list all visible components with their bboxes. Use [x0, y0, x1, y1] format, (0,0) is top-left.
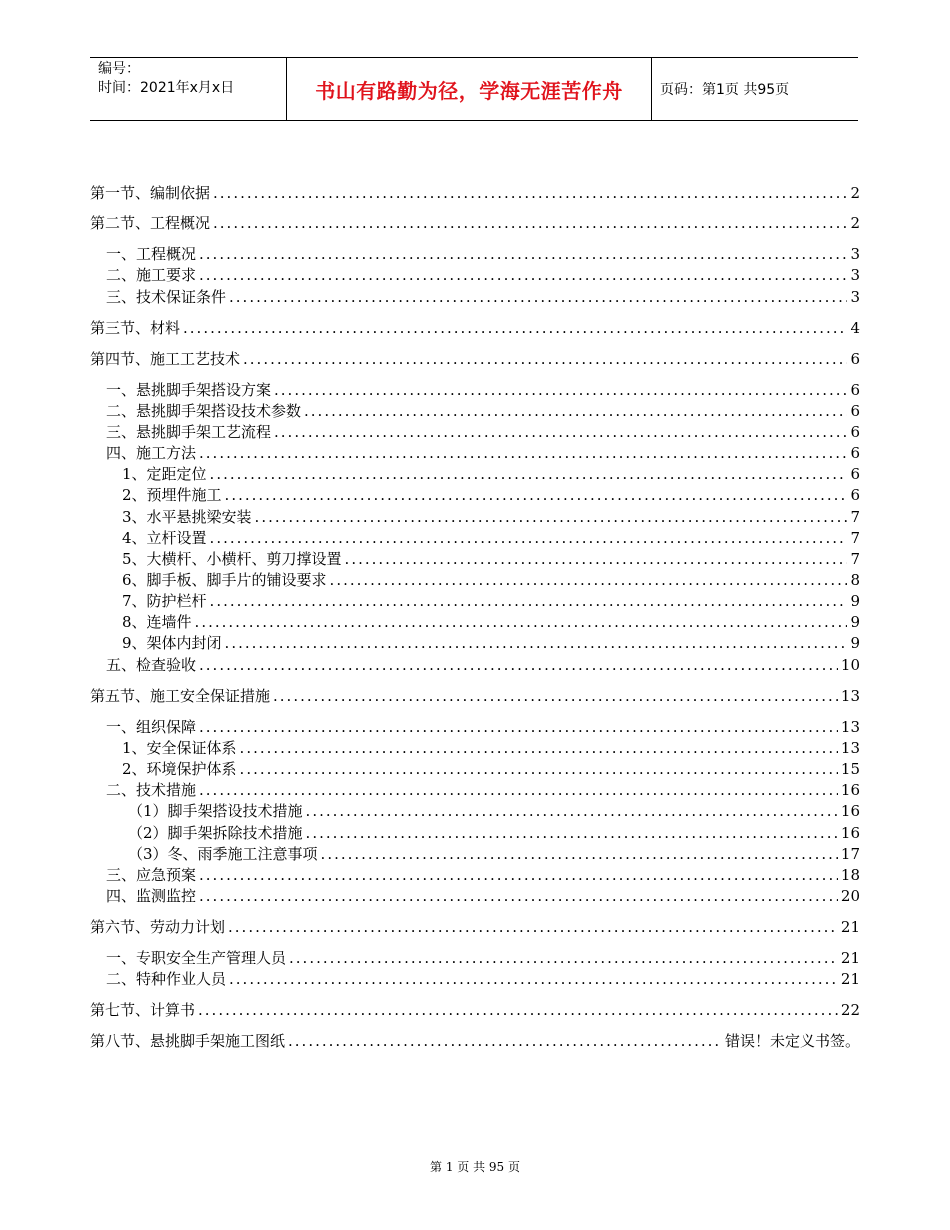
header-page-info: 页码：第1页 共95页: [660, 82, 790, 98]
toc-entry-page: 7: [850, 529, 860, 547]
toc-dot-leader: [199, 266, 847, 284]
toc-entry-page: 3: [850, 288, 860, 306]
toc-entry-page: 6: [850, 465, 860, 483]
toc-entry-title: 二、特种作业人员: [106, 970, 227, 988]
toc-entry-title: 7、防护栏杆: [122, 592, 207, 610]
header-motto: 书山有路勤为径，学海无涯苦作舟: [286, 58, 652, 120]
toc-entry[interactable]: [90, 527, 860, 548]
toc-dot-leader: [199, 444, 847, 462]
toc-entry-page: 2: [850, 214, 860, 232]
toc-entry[interactable]: [90, 758, 860, 779]
toc-entry[interactable]: [90, 286, 860, 307]
toc-dot-leader: [199, 887, 838, 905]
toc-entry-page: 16: [840, 824, 860, 842]
toc-entry-page: 22: [840, 1001, 860, 1019]
toc-entry[interactable]: [90, 590, 860, 611]
toc-dot-leader: [199, 656, 838, 674]
toc-entry-title: 1、安全保证体系: [122, 739, 237, 757]
toc-entry-page: 17: [840, 845, 860, 863]
toc-entry[interactable]: [90, 400, 860, 421]
toc-entry-title: 一、工程概况: [106, 245, 197, 263]
page-footer: 第 1 页 共 95 页: [430, 1160, 520, 1174]
toc-entry-page: 7: [850, 550, 860, 568]
toc-entry-page: 6: [850, 444, 860, 462]
toc-entry-title: 8、连墙件: [122, 613, 192, 631]
number-label: 编号：: [98, 61, 140, 77]
toc-entry-page: 4: [850, 319, 860, 337]
toc-dot-leader: [228, 918, 838, 936]
toc-entry-title: 2、预埋件施工: [122, 486, 222, 504]
toc-entry-page: 16: [840, 802, 860, 820]
toc-dot-leader: [213, 214, 847, 232]
toc-entry[interactable]: [90, 182, 860, 203]
toc-entry[interactable]: [90, 243, 860, 264]
toc-entry[interactable]: [90, 968, 860, 989]
toc-dot-leader: [274, 423, 847, 441]
toc-dot-leader: [289, 949, 838, 967]
toc-entry-title: （1）脚手架搭设技术措施: [128, 802, 303, 820]
toc-entry[interactable]: [90, 864, 860, 885]
toc-entry-title: （2）脚手架拆除技术措施: [128, 824, 303, 842]
toc-entry[interactable]: [90, 654, 860, 675]
toc-entry-title: 9、架体内封闭: [122, 634, 222, 652]
toc-dot-leader: [210, 529, 848, 547]
toc-entry-title: 1、定距定位: [122, 465, 207, 483]
toc-dot-leader: [183, 319, 847, 337]
toc-entry-page: 15: [840, 760, 860, 778]
toc-entry-page: 3: [850, 245, 860, 263]
toc-entry-title: 四、监测监控: [106, 887, 197, 905]
toc-entry-title: 一、悬挑脚手架搭设方案: [106, 381, 272, 399]
toc-entry-title: 三、悬挑脚手架工艺流程: [106, 423, 272, 441]
toc-entry-title: 二、施工要求: [106, 266, 197, 284]
toc-entry-title: 第五节、施工安全保证措施: [90, 687, 271, 705]
toc-entry[interactable]: [90, 947, 860, 968]
toc-dot-leader: [330, 571, 848, 589]
toc-entry-page: 6: [850, 486, 860, 504]
toc-entry-title: 6、脚手板、脚手片的铺设要求: [122, 571, 327, 589]
toc-entry[interactable]: [90, 999, 860, 1020]
toc-entry-title: 二、悬挑脚手架搭设技术参数: [106, 402, 302, 420]
toc-entry[interactable]: [90, 569, 860, 590]
toc-entry[interactable]: [90, 264, 860, 285]
document-header: [90, 57, 858, 121]
toc-entry-title: 第三节、材料: [90, 319, 181, 337]
toc-entry-page: 9: [850, 592, 860, 610]
toc-entry-page: 18: [840, 866, 860, 884]
toc-dot-leader: [199, 718, 838, 736]
toc-entry-page: 8: [850, 571, 860, 589]
toc-dot-leader: [199, 245, 847, 263]
toc-entry-page: 10: [840, 656, 860, 674]
toc-dot-leader: [229, 970, 838, 988]
toc-entry[interactable]: [90, 506, 860, 527]
time-label: 时间：2021年x月x日: [98, 80, 235, 96]
toc-dot-leader: [210, 592, 848, 610]
toc-entry-title: 第七节、计算书: [90, 1001, 196, 1019]
toc-entry[interactable]: [90, 685, 860, 706]
toc-entry-title: 一、专职安全生产管理人员: [106, 949, 287, 967]
toc-dot-leader: [199, 866, 838, 884]
toc-dot-leader: [255, 508, 848, 526]
toc-dot-leader: [306, 802, 838, 820]
toc-entry-title: 3、水平悬挑梁安装: [122, 508, 252, 526]
toc-entry[interactable]: [90, 379, 860, 400]
toc-entry-page: 13: [840, 687, 860, 705]
toc-dot-leader: [199, 781, 838, 799]
toc-dot-leader: [288, 1032, 722, 1050]
toc-entry-page: 13: [840, 739, 860, 757]
toc-dot-leader: [213, 184, 847, 202]
toc-entry-page: 7: [850, 508, 860, 526]
toc-dot-leader: [273, 687, 838, 705]
toc-entry-title: 第六节、劳动力计划: [90, 918, 226, 936]
toc-dot-leader: [240, 760, 838, 778]
toc-entry[interactable]: [90, 1030, 860, 1051]
toc-entry[interactable]: [90, 421, 860, 442]
toc-dot-leader: [345, 550, 848, 568]
toc-entry-page: 21: [840, 949, 860, 967]
toc-entry-page: 2: [850, 184, 860, 202]
toc-entry[interactable]: [90, 779, 860, 800]
toc-entry[interactable]: [90, 463, 860, 484]
toc-entry[interactable]: [90, 317, 860, 338]
toc-entry-page: 3: [850, 266, 860, 284]
toc-entry[interactable]: [90, 822, 860, 843]
header-meta: [90, 58, 286, 120]
toc-entry-title: 4、立杆设置: [122, 529, 207, 547]
toc-entry-page: 20: [840, 887, 860, 905]
toc-entry[interactable]: [90, 348, 860, 369]
toc-entry[interactable]: [90, 843, 860, 864]
toc-entry-title: 第一节、编制依据: [90, 184, 211, 202]
toc-dot-leader: [274, 381, 847, 399]
toc-dot-leader: [225, 634, 848, 652]
toc-dot-leader: [229, 288, 847, 306]
toc-entry-title: 二、技术措施: [106, 781, 197, 799]
toc-entry-page: 21: [840, 970, 860, 988]
toc-dot-leader: [243, 350, 847, 368]
toc-entry[interactable]: [90, 548, 860, 569]
toc-entry-page: 6: [850, 381, 860, 399]
toc-dot-leader: [306, 824, 838, 842]
toc-entry-title: 第二节、工程概况: [90, 214, 211, 232]
toc-dot-leader: [321, 845, 838, 863]
toc-entry-title: 5、大横杆、小横杆、剪刀撑设置: [122, 550, 342, 568]
toc-entry[interactable]: [90, 442, 860, 463]
toc-dot-leader: [304, 402, 847, 420]
toc-dot-leader: [195, 613, 848, 631]
toc-entry[interactable]: [90, 916, 860, 937]
toc-dot-leader: [210, 465, 848, 483]
toc-entry-title: 第四节、施工工艺技术: [90, 350, 241, 368]
toc-entry[interactable]: [90, 212, 860, 233]
toc-entry-page: 9: [850, 634, 860, 652]
toc-entry-title: 三、应急预案: [106, 866, 197, 884]
toc-dot-leader: [240, 739, 838, 757]
toc-entry[interactable]: [90, 737, 860, 758]
toc-entry[interactable]: [90, 800, 860, 821]
toc-entry[interactable]: [90, 484, 860, 505]
toc-entry[interactable]: [90, 632, 860, 653]
toc-entry-title: 四、施工方法: [106, 444, 197, 462]
toc-entry[interactable]: [90, 611, 860, 632]
toc-entry[interactable]: [90, 885, 860, 906]
toc-entry-title: 五、检查验收: [106, 656, 197, 674]
toc-entry-title: （3）冬、雨季施工注意事项: [128, 845, 318, 863]
toc-dot-leader: [225, 486, 848, 504]
toc-entry-page: 16: [840, 781, 860, 799]
toc-entry-title: 第八节、悬挑脚手架施工图纸: [90, 1032, 286, 1050]
toc-entry-page: 9: [850, 613, 860, 631]
toc-entry[interactable]: [90, 716, 860, 737]
toc-entry-title: 一、组织保障: [106, 718, 197, 736]
toc-entry-page: 13: [840, 718, 860, 736]
toc-entry-page: 21: [840, 918, 860, 936]
toc-entry-page: 6: [850, 350, 860, 368]
toc-entry-page: 6: [850, 402, 860, 420]
toc-entry-title: 2、环境保护体系: [122, 760, 237, 778]
toc-entry-page: 6: [850, 423, 860, 441]
toc-dot-leader: [198, 1001, 838, 1019]
toc-entry-page: 错误！未定义书签。: [724, 1032, 860, 1050]
toc-entry-title: 三、技术保证条件: [106, 288, 227, 306]
